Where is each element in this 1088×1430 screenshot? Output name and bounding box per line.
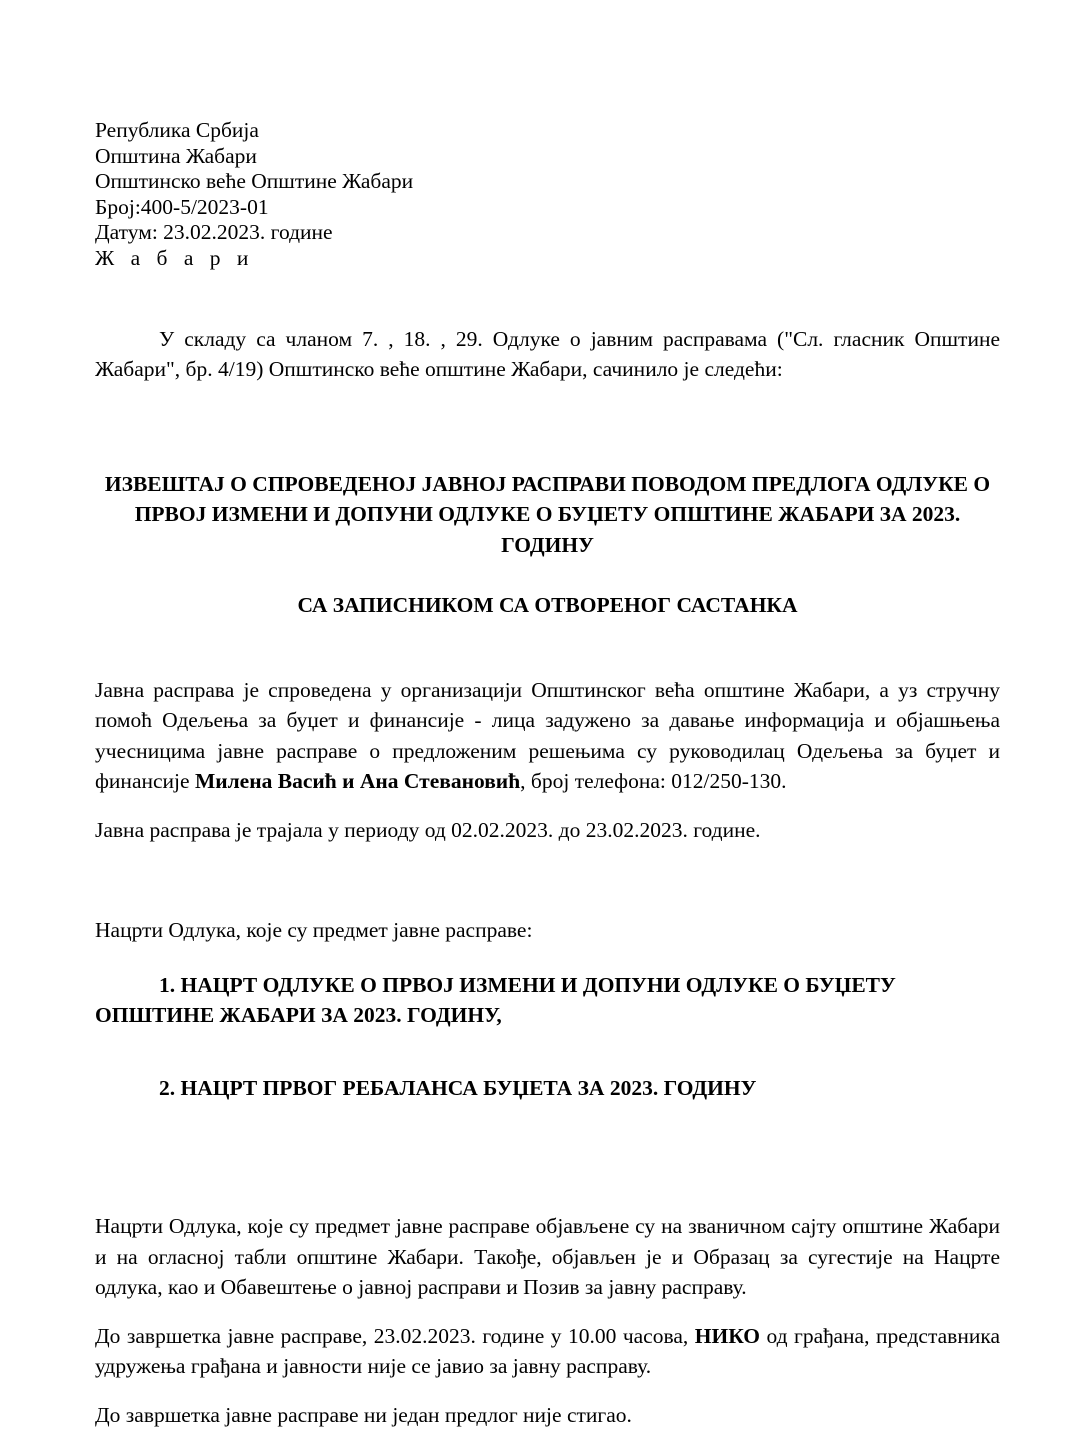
organization-paragraph-part2: , број телефона: 012/250-130. xyxy=(520,769,787,794)
draft-item-1: 1. НАЦРТ ОДЛУКЕ О ПРВОЈ ИЗМЕНИ И ДОПУНИ ОДЛУКЕ О БУЏЕТУ ОПШТИНЕ ЖАБАРИ ЗА 2023. ГОДИНУ, xyxy=(95,972,896,1028)
letterhead-line-municipality: Општина Жабари xyxy=(95,143,257,168)
spacer xyxy=(95,1031,1000,1073)
page-title: ИЗВЕШТАЈ О СПРОВЕДЕНОЈ ЈАВНОЈ РАСПРАВИ ПОВОДОМ ПРЕДЛОГА ОДЛУКЕ О ПРВОЈ ИЗМЕНИ И ДОПУНИ ОДЛУКЕ О БУЏЕТУ ОПШТИНЕ ЖАБАРИ ЗА 2023. ГОДИНУ xyxy=(104,471,991,557)
attendance-paragraph-part1: До завршетка јавне расправе, 23.02.2023. године у 10.00 часова, xyxy=(95,1323,695,1348)
letterhead-line-place: Ж а б а р и xyxy=(95,245,254,270)
drafts-lead-paragraph: Нацрти Одлука, које су предмет јавне расправе: xyxy=(95,918,533,943)
spacer xyxy=(95,385,1000,469)
spacer xyxy=(95,621,1000,675)
draft-item-2: 2. НАЦРТ ПРВОГ РЕБАЛАНСА БУЏЕТА ЗА 2023. ГОДИНУ xyxy=(159,1075,757,1100)
spacer xyxy=(95,946,1000,970)
spacer xyxy=(95,1382,1000,1400)
spacer xyxy=(95,797,1000,815)
attendance-paragraph-bold-word: НИКО xyxy=(694,1323,760,1348)
intro-paragraph: У складу са чланом 7. , 18. , 29. Одлуке о јавним расправама ("Сл. гласник Општине Жабари", бр. 4/19) Општинско веће општине Жабари, сачинило је следећи: xyxy=(95,326,1000,382)
spacer xyxy=(95,1303,1000,1321)
organization-paragraph xyxy=(95,675,1000,797)
document-body xyxy=(95,118,1000,1430)
spacer xyxy=(95,845,1000,915)
attendance-paragraph xyxy=(95,1321,1000,1382)
publication-paragraph: Нацрти Одлука, које су предмет јавне расправе објављене су на званичном сајту општине Жабари и на огласној табли општине Жабари. Такође, објављен је и Образац за сугестије на Нацрте одлука, као и Обавештење о јавној расправи и Позив за јавну расправу. xyxy=(95,1214,1000,1300)
attendance-paragraph-part2: од грађана, представника удружења грађана и јавности није се јавио за јавну расправу. xyxy=(95,1323,1000,1379)
letterhead-line-date: Датум: 23.02.2023. године xyxy=(95,220,333,245)
letterhead-block xyxy=(95,118,1000,272)
letterhead-line-document-number: Број:400-5/2023-01 xyxy=(95,194,269,219)
spacer xyxy=(95,1103,1000,1211)
spacer xyxy=(95,560,1000,590)
organization-paragraph-part1: Јавна расправа је спроведена у организацији Општинског већа општине Жабари, а уз стручну помоћ Одељења за буџет и финансије - лица задужено за давање информација и објашњења учесницима јавне расправе о предложеним решењима су руководилац Одељења за буџет и финансије xyxy=(95,677,1000,794)
proposals-paragraph: До завршетка јавне расправе ни један предлог није стигао. xyxy=(95,1402,632,1427)
duration-paragraph: Јавна расправа је трајала у периоду од 02.02.2023. до 23.02.2023. године. xyxy=(95,817,761,842)
page-subtitle: СА ЗАПИСНИКОМ СА ОТВОРЕНОГ САСТАНКА xyxy=(297,593,798,618)
letterhead-line-council: Општинско веће Општине Жабари xyxy=(95,169,414,194)
letterhead-line-country: Република Србија xyxy=(95,118,259,142)
organization-paragraph-bold-names: Милена Васић и Ана Стевановић xyxy=(194,769,521,794)
